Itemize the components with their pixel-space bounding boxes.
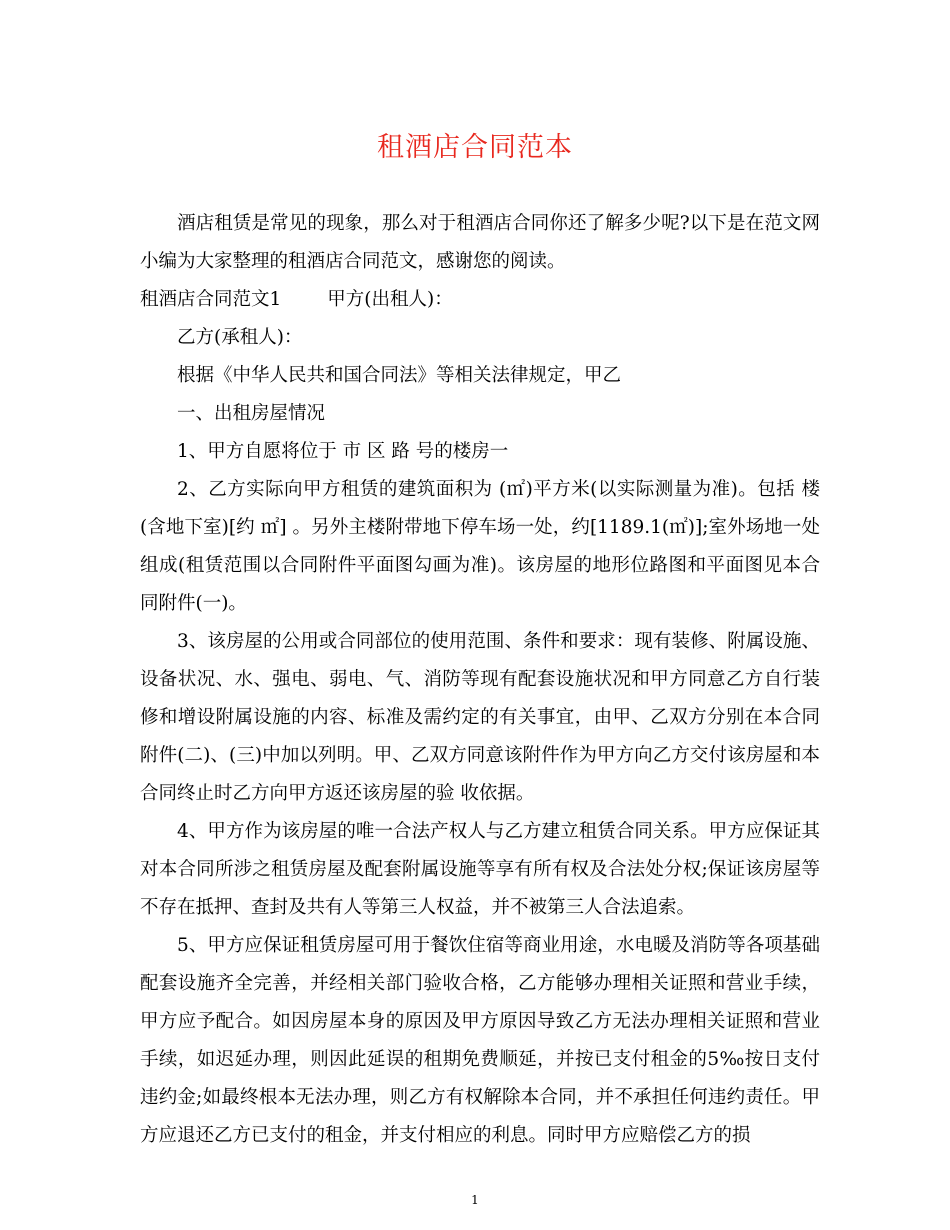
party-b-label: 乙方(承租人)： [177,327,303,348]
section-heading: 一、出租房屋情况 [177,403,326,424]
document-body [140,205,820,1155]
sample-heading: 租酒店合同范文1 [140,289,282,310]
clause-5: 5、甲方应保证租赁房屋可用于餐饮住宿等商业用途，水电暖及消防等各项基础配套设施齐全完善，并经相关部门验收合格，乙方能够办理相关证照和营业手续，甲方应予配合。如因房屋本身的原因及甲方原因导致乙方无法办理相关证照和营业手续，如迟延办理，则因此延误的租期免费顺延，并按已支付租金的5‰按日支付违约金;如最终根本无法办理，则乙方有权解除本合同，并不承担任何违约责任。甲方应退还乙方已支付的租金，并支付相应的利息。同时甲方应赔偿乙方的损 [140,935,820,1146]
clause-4: 4、甲方作为该房屋的唯一合法产权人与乙方建立租赁合同关系。甲方应保证其对本合同所涉之租赁房屋及配套附属设施等享有所有权及合法处分权;保证该房屋等不存在抵押、查封及共有人等第三人权益，并不被第三人合法追索。 [140,821,820,918]
legal-basis: 根据《中华人民共和国合同法》等相关法律规定，甲乙 [177,365,622,386]
party-a-label: 甲方(出租人)： [327,289,453,310]
document-title: 租酒店合同范本 [377,132,573,163]
clause-2: 2、乙方实际向甲方租赁的建筑面积为 (㎡)平方米(以实际测量为准)。包括 楼(含地下室)[约 ㎡] 。另外主楼附带地下停车场一处，约[1189.1(㎡)];室外场地一处组成(租赁范围以合同附件平面图勾画为准)。该房屋的地形位路图和平面图见本合同附件(一)。 [140,479,820,614]
clause-1: 1、甲方自愿将位于 市 区 路 号的楼房一 [177,441,509,462]
page-number: 1 [471,1193,479,1207]
clause-3: 3、该房屋的公用或合同部位的使用范围、条件和要求：现有装修、附属设施、设备状况、水、强电、弱电、气、消防等现有配套设施状况和甲方同意乙方自行装修和增设附属设施的内容、标准及需约定的有关事宜，由甲、乙双方分别在本合同附件(二)、(三)中加以列明。甲、乙双方同意该附件作为甲方向乙方交付该房屋和本合同终止时乙方向甲方返还该房屋的验 收依据。 [140,631,820,804]
intro-paragraph: 酒店租赁是常见的现象，那么对于租酒店合同你还了解多少呢?以下是在范文网小编为大家整理的租酒店合同范文，感谢您的阅读。 [140,213,820,272]
sample-heading-line [140,281,820,319]
